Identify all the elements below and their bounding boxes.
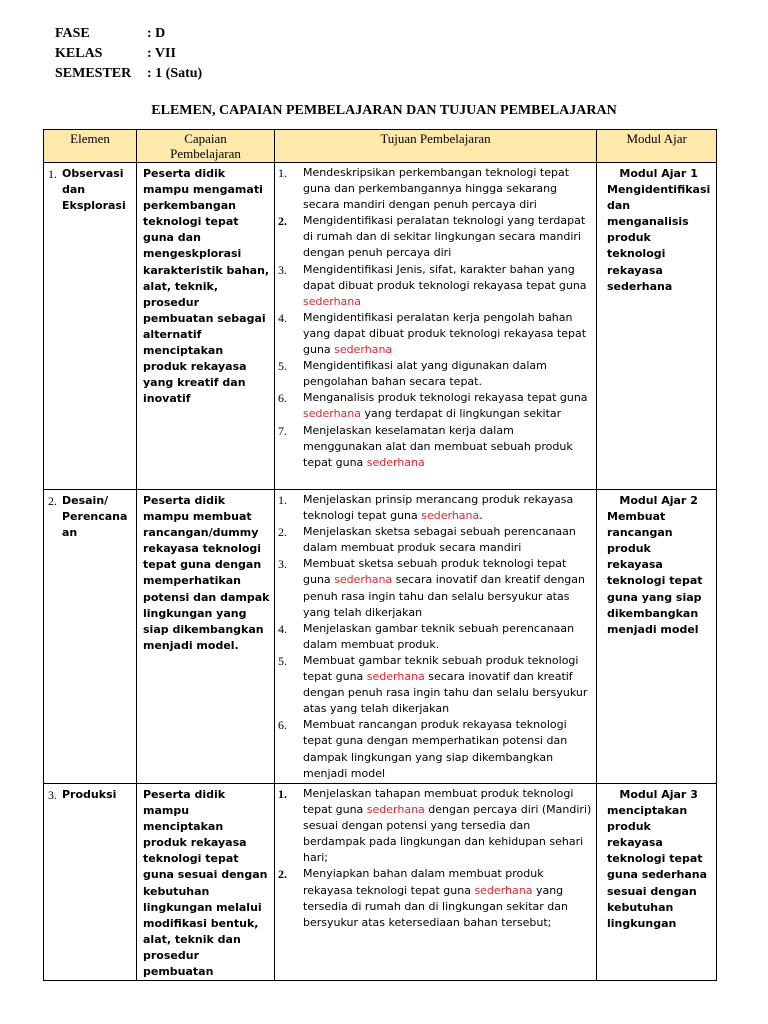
tujuan-text: Mengidentifikasi peralatan kerja pengolah bahan yang dapat dibuat produk teknologi rekayasa tepat guna sederhana bbox=[303, 310, 587, 357]
header-tujuan: Tujuan Pembelajaran bbox=[275, 130, 597, 163]
elemen-name: Produksi bbox=[62, 788, 117, 801]
tujuan-item bbox=[278, 786, 594, 866]
modul-title: Modul Ajar 3 bbox=[619, 788, 698, 801]
tujuan-text: Mendeskripsikan perkembangan teknologi tepat guna dan perkembangannya hingga sekarang secara mandiri dengan penuh percaya diri bbox=[303, 166, 570, 212]
tujuan-item bbox=[278, 165, 594, 213]
tujuan-number: 5. bbox=[278, 653, 287, 668]
tujuan-number: 4. bbox=[278, 310, 287, 325]
tujuan-cell bbox=[275, 163, 597, 490]
elemen-cell bbox=[44, 784, 137, 981]
capaian-text: Peserta didik mampu mengamati perkembangan teknologi tepat guna dan mengeskplorasi karakteristik bahan, alat, teknik, prosedur pembuatan sebagai alternatif menciptakan produk rekayasa yang kreatif dan inovatif bbox=[143, 167, 270, 406]
tujuan-item bbox=[278, 653, 594, 717]
capaian-cell bbox=[137, 163, 275, 490]
highlighted-keyword: sederhana bbox=[474, 883, 533, 897]
highlighted-keyword: sederhana bbox=[303, 407, 362, 421]
elemen-name: Desain/ Perencana an bbox=[62, 494, 128, 540]
modul-cell bbox=[597, 163, 717, 490]
tujuan-item bbox=[278, 213, 594, 261]
tujuan-number: 6. bbox=[278, 391, 287, 406]
tujuan-list bbox=[278, 786, 594, 931]
fase-label: FASE bbox=[55, 26, 90, 41]
semester-value: : 1 (Satu) bbox=[147, 66, 203, 81]
tujuan-number: 5. bbox=[278, 359, 287, 374]
tujuan-text: Menganalisis produk teknologi rekayasa tepat guna sederhana yang terdapat di lingkungan sekitar bbox=[303, 391, 588, 421]
elemen-number: 1. bbox=[48, 167, 57, 181]
curriculum-table bbox=[43, 129, 717, 981]
fase-row bbox=[55, 24, 202, 44]
table-row bbox=[44, 490, 717, 784]
elemen-name: Observasi dan Eksplorasi bbox=[62, 167, 126, 213]
fase-value: : D bbox=[147, 26, 166, 41]
highlighted-keyword: sederhana bbox=[366, 803, 425, 817]
tujuan-item bbox=[278, 717, 594, 781]
capaian-text: Peserta didik mampu membuat rancangan/dummy rekayasa teknologi tepat guna dengan memperhatikan potensi dan dampak lingkungan yang siap dikembangkan menjadi model. bbox=[143, 494, 270, 652]
tujuan-text: Mengidentifikasi peralatan teknologi yang terdapat di rumah dan di sekitar lingkungan secara mandiri dengan penuh percaya diri bbox=[303, 214, 586, 260]
modul-title: Modul Ajar 2 bbox=[619, 494, 698, 507]
modul-description: Mengidentifikasi dan menganalisis produk teknologi rekayasa sederhana bbox=[607, 183, 711, 293]
modul-description: menciptakan produk rekayasa teknologi tepat guna sederhana sesuai dengan kebutuhan lingkungan bbox=[607, 804, 708, 930]
tujuan-text: Membuat rancangan produk rekayasa teknologi tepat guna dengan memperhatikan potensi dan dampak lingkungan yang siap dikembangkan menjadi model bbox=[303, 718, 568, 780]
tujuan-text: Menyiapkan bahan dalam membuat produk rekayasa teknologi tepat guna sederhana yang tersedia di rumah dan di lingkungan sekitar dan bersyukur atas ketersediaan bahan tersebut; bbox=[303, 867, 568, 929]
highlighted-keyword: sederhana bbox=[334, 343, 393, 357]
modul-cell bbox=[597, 784, 717, 981]
tujuan-item bbox=[278, 866, 594, 930]
tujuan-number: 1. bbox=[278, 493, 287, 507]
tujuan-text: Menjelaskan sketsa sebagai sebuah perencanaan dalam membuat produk secara mandiri bbox=[303, 525, 576, 555]
table-header-row bbox=[44, 130, 717, 163]
modul-description: Membuat rancangan produk rekayasa teknologi tepat guna yang siap dikembangkan menjadi model bbox=[607, 510, 703, 636]
tujuan-text: Menjelaskan gambar teknik sebuah perencanaan dalam membuat produk. bbox=[303, 621, 575, 651]
tujuan-text: Mengidentifikasi alat yang digunakan dalam pengolahan bahan secara tepat. bbox=[303, 359, 547, 389]
tujuan-text: Menjelaskan tahapan membuat produk teknologi tepat guna sederhana dengan percaya diri (Mandiri) sesuai dengan potensi yang tersedia dan berdampak pada lingkungan dan kehidupan sehari hari; bbox=[303, 787, 592, 865]
document-title: ELEMEN, CAPAIAN PEMBELAJARAN DAN TUJUAN PEMBELAJARAN bbox=[151, 103, 617, 118]
tujuan-number: 2. bbox=[278, 214, 287, 229]
tujuan-number: 3. bbox=[278, 262, 287, 277]
tujuan-number: 3. bbox=[278, 557, 287, 572]
tujuan-cell bbox=[275, 784, 597, 981]
tujuan-number: 7. bbox=[278, 423, 287, 438]
header-modul: Modul Ajar bbox=[597, 130, 717, 163]
highlighted-keyword: sederhana bbox=[303, 294, 362, 308]
tujuan-item bbox=[278, 358, 594, 390]
modul-cell bbox=[597, 490, 717, 784]
table-row bbox=[44, 784, 717, 981]
tujuan-number: 1. bbox=[278, 166, 287, 180]
header-elemen: Elemen bbox=[44, 130, 137, 163]
highlighted-keyword: sederhana bbox=[366, 670, 425, 684]
tujuan-item bbox=[278, 556, 594, 620]
tujuan-item bbox=[278, 310, 594, 358]
modul-title: Modul Ajar 1 bbox=[619, 167, 698, 180]
semester-row bbox=[55, 64, 202, 84]
kelas-row bbox=[55, 44, 202, 64]
elemen-cell bbox=[44, 490, 137, 784]
semester-label: SEMESTER bbox=[55, 66, 132, 81]
tujuan-item bbox=[278, 423, 594, 471]
elemen-number: 3. bbox=[48, 788, 57, 802]
tujuan-item bbox=[278, 262, 594, 310]
tujuan-text: Membuat gambar teknik sebuah produk teknologi tepat guna sederhana secara inovatif dan kreatif dengan penuh rasa ingin tahu dan selalu bersyukur atas yang telah dikerjakan bbox=[303, 653, 588, 716]
kelas-value: : VII bbox=[147, 46, 176, 61]
tujuan-item bbox=[278, 492, 594, 524]
kelas-label: KELAS bbox=[55, 46, 103, 61]
tujuan-number: 1. bbox=[278, 787, 287, 801]
tujuan-item bbox=[278, 390, 594, 422]
tujuan-number: 6. bbox=[278, 718, 287, 733]
document-header bbox=[55, 24, 202, 84]
capaian-text: Peserta didik mampu menciptakan produk rekayasa teknologi tepat guna sesuai dengan kebutuhan lingkungan melalui modifikasi bentuk, alat, teknik dan prosedur pembuatan bbox=[143, 788, 268, 979]
tujuan-list bbox=[278, 165, 594, 471]
tujuan-cell bbox=[275, 490, 597, 784]
highlighted-keyword: sederhana bbox=[366, 455, 425, 469]
header-capaian: Capaian Pembelajaran bbox=[137, 130, 275, 163]
tujuan-text: Menjelaskan keselamatan kerja dalam menggunakan alat dan membuat sebuah produk tepat guna sederhana bbox=[303, 423, 573, 469]
tujuan-text: Membuat sketsa sebuah produk teknologi tepat guna sederhana secara inovatif dan kreatif dengan penuh rasa ingin tahu dan selalu bersyukur atas yang telah dikerjakan bbox=[303, 557, 585, 619]
tujuan-number: 2. bbox=[278, 525, 287, 540]
tujuan-item bbox=[278, 621, 594, 653]
capaian-cell bbox=[137, 490, 275, 784]
highlighted-keyword: sederhana bbox=[334, 573, 393, 587]
elemen-cell bbox=[44, 163, 137, 490]
capaian-cell bbox=[137, 784, 275, 981]
highlighted-keyword: sederhana bbox=[421, 509, 480, 523]
tujuan-text: Mengidentifikasi Jenis, sifat, karakter bahan yang dapat dibuat produk teknologi rekayasa tepat guna sederhana bbox=[303, 262, 587, 308]
table-row bbox=[44, 163, 717, 490]
tujuan-text: Menjelaskan prinsip merancang produk rekayasa teknologi tepat guna sederhana. bbox=[303, 493, 574, 523]
elemen-number: 2. bbox=[48, 494, 57, 508]
tujuan-list bbox=[278, 492, 594, 782]
tujuan-item bbox=[278, 524, 594, 556]
tujuan-number: 4. bbox=[278, 621, 287, 636]
tujuan-number: 2. bbox=[278, 867, 287, 882]
